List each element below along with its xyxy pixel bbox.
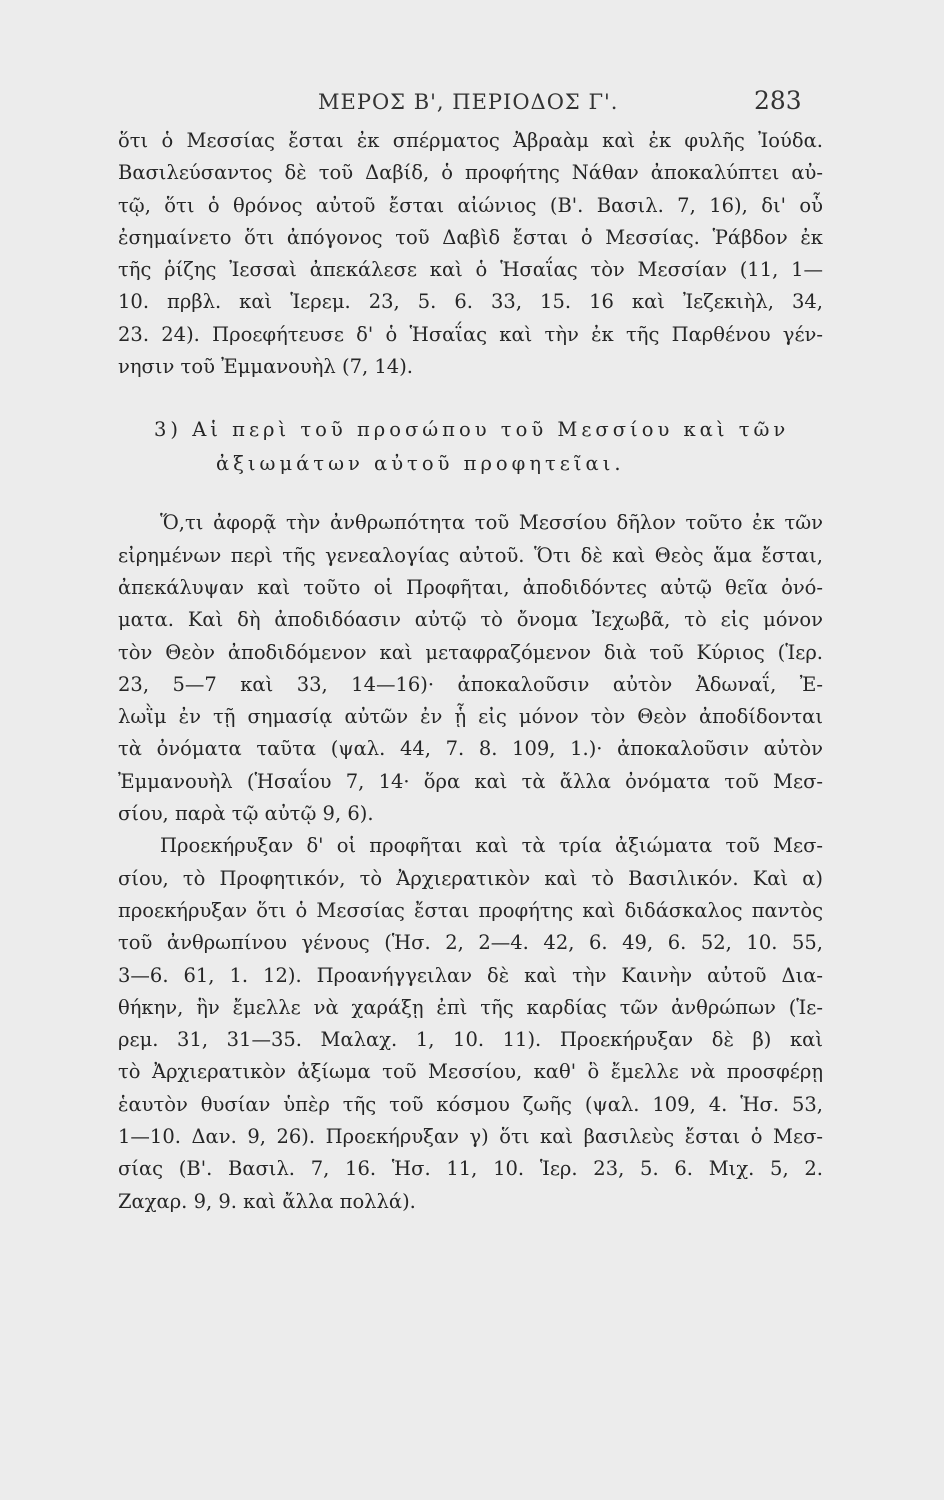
text-line: θήκην, ἣν ἔμελλε νὰ χαράξῃ ἐπὶ τῆς καρδίας τῶν ἀνθρώπων (Ἱε- <box>118 995 823 1019</box>
page-number: 283 <box>754 86 802 115</box>
text-line: ὅτι ὁ Μεσσίας ἔσται ἐκ σπέρματος Ἀβραὰμ καὶ ἐκ φυλῆς Ἰούδα. <box>118 129 823 152</box>
text-line: Ὅ,τι ἀφορᾷ τὴν ἀνθρωπότητα τοῦ Μεσσίου δῆλον τοῦτο ἐκ τῶν <box>160 511 823 535</box>
text-line: τὸ Ἀρχιερατικὸν ἀξίωμα τοῦ Μεσσίου, καθ' ὃ ἔμελλε νὰ προσφέρῃ <box>118 1060 823 1084</box>
text-line: τοῦ ἀνθρωπίνου γένους (Ἡσ. 2, 2—4. 42, 6. 49, 6. 52, 10. 55, <box>118 931 823 955</box>
text-line: εἰρημένων περὶ τῆς γενεαλογίας αὐτοῦ. Ὅτι δὲ καὶ Θεὸς ἅμα ἔσται, <box>118 543 823 567</box>
paragraph <box>118 830 823 1218</box>
text-line: 23, 5—7 καὶ 33, 14—16)· ἀποκαλοῦσιν αὐτὸν Ἀδωναΐ, Ἐ- <box>118 672 823 696</box>
text-line: Βασιλεύσαντος δὲ τοῦ Δαβίδ, ὁ προφήτης Νάθαν ἀποκαλύπτει αὐ- <box>118 161 823 185</box>
paragraph <box>118 125 823 383</box>
page-header <box>0 86 944 126</box>
body-text <box>118 125 823 1218</box>
text-line: ἀπεκάλυψαν καὶ τοῦτο οἱ Προφῆται, ἀποδιδόντες αὐτῷ θεῖα ὀνό- <box>118 575 823 599</box>
text-line: τὰ ὀνόματα ταῦτα (ψαλ. 44, 7. 8. 109, 1.)· ἀποκαλοῦσιν αὐτὸν <box>118 737 823 761</box>
section-heading-line: ἀξιωμάτων αὐτοῦ προφητεῖαι. <box>216 452 625 476</box>
running-title: ΜΕΡΟΣ Β', ΠΕΡΙΟΔΟΣ Γ'. <box>318 90 619 114</box>
text-line: προεκήρυξαν ὅτι ὁ Μεσσίας ἔσται προφήτης καὶ διδάσκαλος παντὸς <box>118 898 823 922</box>
text-line: νησιν τοῦ Ἐμμανουὴλ (7, 14). <box>118 355 413 379</box>
section-heading <box>118 413 823 481</box>
text-line: 1—10. Δαν. 9, 26). Προεκήρυξαν γ) ὅτι καὶ βασιλεὺς ἔσται ὁ Μεσ- <box>118 1125 823 1149</box>
text-line: ἑαυτὸν θυσίαν ὑπὲρ τῆς τοῦ κόσμου ζωῆς (ψαλ. 109, 4. Ἡσ. 53, <box>118 1092 823 1116</box>
text-line: Ζαχαρ. 9, 9. καὶ ἄλλα πολλά). <box>118 1189 416 1213</box>
text-line: ἐσημαίνετο ὅτι ἀπόγονος τοῦ Δαβὶδ ἔσται ὁ Μεσσίας. Ῥάβδον ἐκ <box>118 225 823 249</box>
text-line: Προεκήρυξαν δ' οἱ προφῆται καὶ τὰ τρία ἀξιώματα τοῦ Μεσ- <box>160 834 823 858</box>
text-line: σίου, τὸ Προφητικόν, τὸ Ἀρχιερατικὸν καὶ τὸ Βασιλικόν. Καὶ α) <box>118 866 823 890</box>
text-line: 10. πρβλ. καὶ Ἱερεμ. 23, 5. 6. 33, 15. 16 καὶ Ἰεζεκιὴλ, 34, <box>118 290 823 314</box>
text-line: ματα. Καὶ δὴ ἀποδιδόασιν αὐτῷ τὸ ὄνομα Ἰεχωβᾶ, τὸ εἰς μόνον <box>118 608 823 632</box>
text-line: Ἐμμανουὴλ (Ἡσαΐου 7, 14· ὅρα καὶ τὰ ἄλλα ὀνόματα τοῦ Μεσ- <box>118 769 823 793</box>
text-line: λωῒμ ἐν τῇ σημασίᾳ αὐτῶν ἐν ᾗ εἰς μόνον τὸν Θεὸν ἀποδίδονται <box>118 705 823 729</box>
spacer <box>118 481 823 507</box>
paragraph <box>118 507 823 830</box>
text-line: 23. 24). Προεφήτευσε δ' ὁ Ἡσαΐας καὶ τὴν ἐκ τῆς Παρθένου γέν- <box>118 322 823 346</box>
section-heading-line: 3) Αἱ περὶ τοῦ προσώπου τοῦ Μεσσίου καὶ τῶν <box>154 418 790 442</box>
text-line: ρεμ. 31, 31—35. Μαλαχ. 1, 10. 11). Προεκήρυξαν δὲ β) καὶ <box>118 1028 823 1052</box>
text-line: σίας (Β'. Βασιλ. 7, 16. Ἡσ. 11, 10. Ἱερ. 23, 5. 6. Μιχ. 5, 2. <box>118 1157 823 1181</box>
text-line: 3—6. 61, 1. 12). Προανήγγειλαν δὲ καὶ τὴν Καινὴν αὐτοῦ Δια- <box>118 963 823 987</box>
text-line: τῷ, ὅτι ὁ θρόνος αὐτοῦ ἔσται αἰώνιος (Β'. Βασιλ. 7, 16), δι' οὗ <box>118 193 823 217</box>
text-line: τὸν Θεὸν ἀποδιδόμενον καὶ μεταφραζόμενον διὰ τοῦ Κύριος (Ἱερ. <box>118 640 823 664</box>
text-line: σίου, παρὰ τῷ αὐτῷ 9, 6). <box>118 802 374 826</box>
text-line: τῆς ῥίζης Ἰεσσαὶ ἀπεκάλεσε καὶ ὁ Ἡσαΐας τὸν Μεσσίαν (11, 1— <box>118 258 823 282</box>
